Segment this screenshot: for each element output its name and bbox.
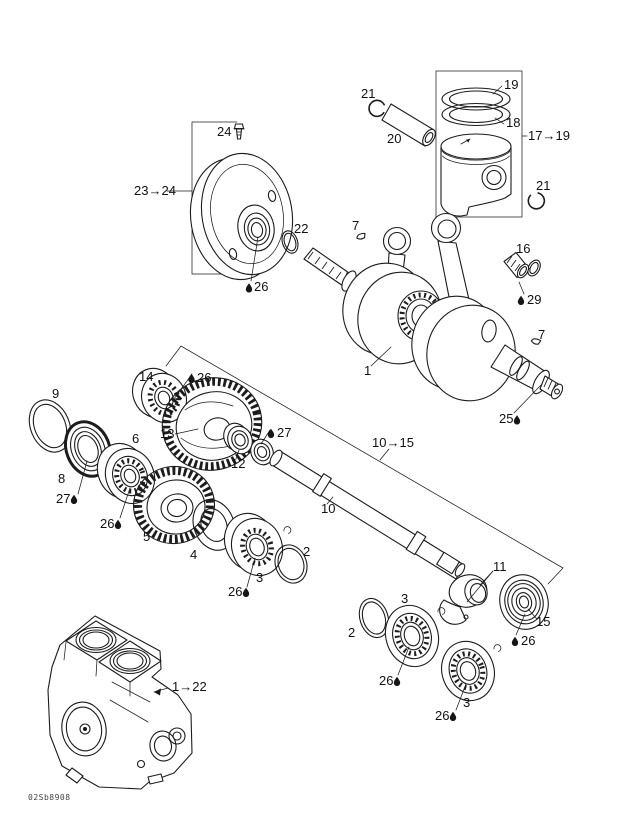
label-oring-2a: 2 <box>303 544 311 559</box>
piston-assembly-group <box>436 71 522 217</box>
label-circlip-right: 21 <box>536 178 551 193</box>
label-lube-27-right: 27 <box>277 425 292 440</box>
piston-pin-boss <box>482 166 506 190</box>
label-oring-22: 22 <box>294 221 309 236</box>
oil-drop-icon <box>71 495 77 504</box>
oil-drop-icon <box>514 415 520 424</box>
figure-code: 02Sb8908 <box>28 793 71 802</box>
needle-bearing-icon <box>504 253 543 280</box>
label-bearing-6: 6 <box>132 431 140 446</box>
label-washer-4: 4 <box>190 547 198 562</box>
oil-drop-icon <box>115 520 121 529</box>
label-gear-13: 13 <box>160 426 175 441</box>
label-lube-26-b14: 26 <box>197 370 212 385</box>
label-oring-2b: 2 <box>348 625 356 640</box>
oil-drop-icon <box>268 429 274 438</box>
snap-mark <box>284 527 291 534</box>
bolt-icon <box>234 124 244 139</box>
balance-shaft-group <box>268 448 467 579</box>
label-lube-26-b3c: 26 <box>435 708 450 723</box>
oil-drop-icon <box>518 296 524 305</box>
crank-right-shaft <box>491 345 565 401</box>
oil-drop-icon <box>394 677 400 686</box>
oil-drop-icon <box>450 712 456 721</box>
oil-drop-icon <box>243 588 249 597</box>
label-crankshaft-1: 1 <box>364 363 372 378</box>
oil-drop-icon <box>512 637 518 646</box>
label-bearing-15: 15 <box>536 614 551 629</box>
label-bearing-3b: 3 <box>401 591 409 606</box>
circlip-top-icon <box>368 99 386 117</box>
woodruff-key-left-icon <box>356 233 366 240</box>
label-lube-26-b15: 26 <box>521 633 536 648</box>
label-piston-pin: 20 <box>387 131 402 146</box>
label-lube-26-flywheel: 26 <box>254 279 269 294</box>
label-counterweight-11: 11 <box>493 559 507 574</box>
piston-ring-18 <box>442 104 510 126</box>
label-gear-5: 5 <box>143 529 151 544</box>
label-ring-19: 19 <box>504 77 519 92</box>
label-oring-9: 9 <box>52 386 60 401</box>
label-range-10-15: 10→15 <box>372 435 414 450</box>
bearing-3a-icon <box>217 506 291 583</box>
bearing-3b-icon <box>378 598 447 673</box>
label-bearing-3a: 3 <box>256 570 264 585</box>
label-circlip-top: 21 <box>361 86 376 101</box>
label-key-7-right: 7 <box>538 327 546 342</box>
oil-drop-icon <box>188 374 194 383</box>
label-ring-18: 18 <box>506 115 521 130</box>
label-bearing-12: 12 <box>231 456 246 471</box>
label-lube-26-b3b: 26 <box>379 673 394 688</box>
gear-cluster-group <box>22 362 312 588</box>
label-lube-25: 25 <box>499 411 514 426</box>
label-range-17-19: 17→19 <box>528 128 570 143</box>
label-bearing-14: 14 <box>139 369 154 384</box>
oil-drop-icon <box>246 283 252 292</box>
counterweight-group <box>440 571 491 625</box>
label-lube-27-left: 27 <box>56 491 71 506</box>
circlip-right-icon <box>527 192 545 210</box>
flywheel-group <box>181 124 302 287</box>
label-range-23-24: 23→24 <box>134 183 176 198</box>
label-bearing-16: 16 <box>516 241 531 256</box>
engine-block-group <box>48 616 192 789</box>
label-bolt-24: 24 <box>217 124 232 139</box>
label-range-1-22: 1→22 <box>172 679 207 694</box>
label-shaft-10: 10 <box>321 501 336 516</box>
label-lube-29: 29 <box>527 292 542 307</box>
label-seal-8: 8 <box>58 471 66 486</box>
piston <box>441 134 511 216</box>
label-key-7-left: 7 <box>352 218 360 233</box>
label-bearing-3c: 3 <box>463 695 471 710</box>
label-lube-26-b6: 26 <box>100 516 115 531</box>
label-lube-26-b3a: 26 <box>228 584 243 599</box>
